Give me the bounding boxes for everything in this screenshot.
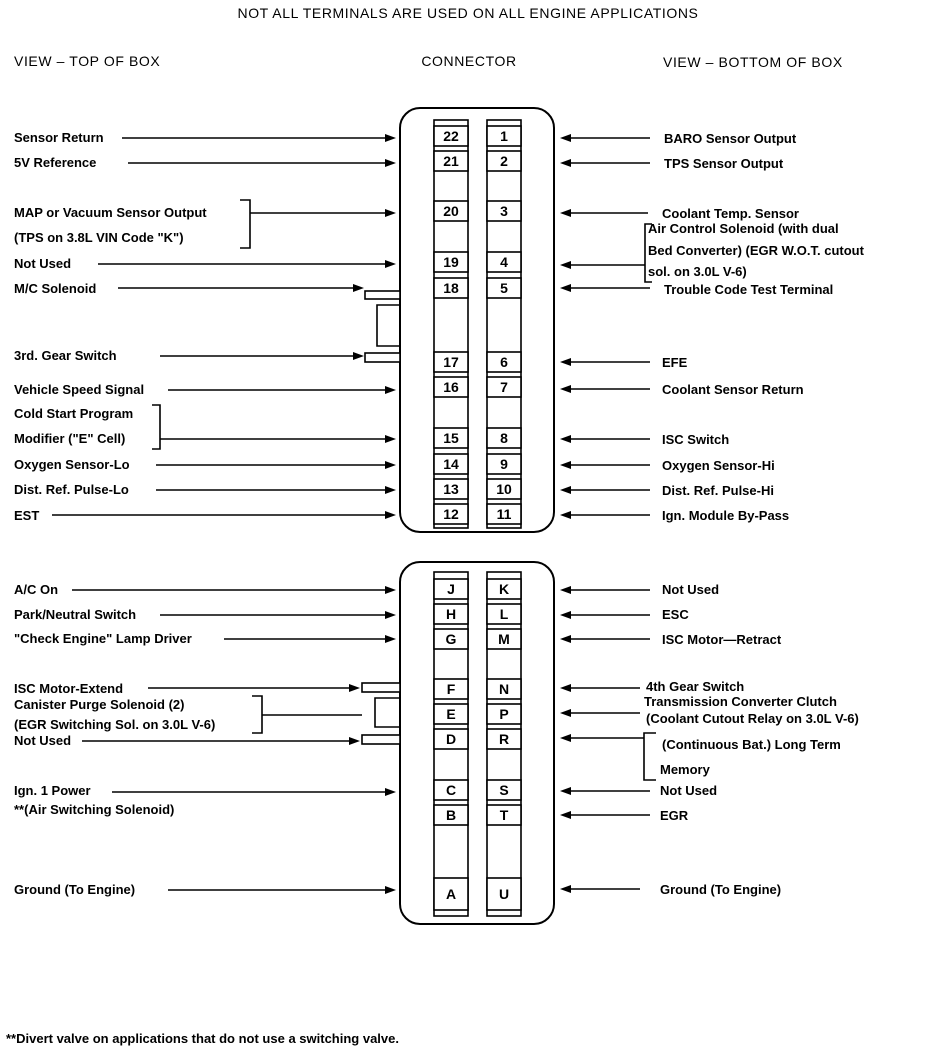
pin-2: 2 (500, 153, 508, 169)
label-ign-module-bypass: Ign. Module By-Pass (662, 508, 790, 523)
label-air-switching-solenoid: **(Air Switching Solenoid) (14, 802, 175, 817)
label-not-used-s: Not Used (660, 783, 718, 798)
label-air-control-solenoid: Air Control Solenoid (with dual (648, 221, 839, 236)
arrowhead (385, 260, 396, 268)
label-isc-motor-retract: ISC Motor—Retract (662, 632, 782, 647)
arrowhead (560, 159, 571, 167)
label-esc: ESC (662, 607, 689, 622)
connector-1 (365, 108, 554, 532)
pin-m: M (498, 631, 510, 647)
arrowhead (385, 586, 396, 594)
label-bracket (644, 733, 656, 780)
label-cold-start-program: Cold Start Program (14, 406, 134, 421)
label-continuous-bat-long-term: (Continuous Bat.) Long Term (662, 737, 841, 752)
label-egr: EGR (660, 808, 689, 823)
arrowhead (385, 134, 396, 142)
label-est: EST (14, 508, 40, 523)
label-not-used: Not Used (14, 256, 72, 271)
arrowhead (349, 684, 360, 692)
arrowhead (560, 358, 571, 366)
label-coolant-temp-sensor: Coolant Temp. Sensor (662, 206, 799, 221)
connector-2-body (400, 562, 554, 924)
label-isc-switch: ISC Switch (662, 432, 730, 447)
arrowhead (560, 461, 571, 469)
pin-d: D (445, 731, 457, 747)
label-ign-1-power: Ign. 1 Power (14, 783, 91, 798)
label-baro-sensor-output: BARO Sensor Output (664, 131, 797, 146)
label-modifier-e-cell: Modifier ("E" Cell) (14, 431, 126, 446)
pin-g: G (445, 631, 457, 647)
pin-5: 5 (500, 280, 508, 296)
label-oxygen-sensor-lo: Oxygen Sensor-Lo (14, 457, 130, 472)
label-map-sensor-output: MAP or Vacuum Sensor Output (14, 205, 207, 220)
label-not-used: Not Used (14, 733, 72, 748)
label-bracket (252, 696, 262, 733)
arrowhead (560, 635, 571, 643)
label-oxygen-sensor-hi: Oxygen Sensor-Hi (662, 458, 775, 473)
pin-17: 17 (443, 354, 459, 370)
connector-tab (365, 291, 400, 299)
pin-18: 18 (443, 280, 459, 296)
arrowhead (560, 811, 571, 819)
label-ground-to-engine-right: Ground (To Engine) (660, 882, 782, 897)
label-mc-solenoid: M/C Solenoid (14, 281, 97, 296)
footnote: **Divert valve on applications that do not use a switching valve. (6, 1031, 399, 1046)
pin-t: T (499, 807, 509, 823)
diagram-title: NOT ALL TERMINALS ARE USED ON ALL ENGINE APPLICATIONS (237, 5, 699, 21)
arrowhead (353, 284, 364, 292)
pin-7: 7 (500, 379, 508, 395)
pin-a: A (445, 886, 457, 902)
pin-12: 12 (443, 506, 459, 522)
pin-l: L (499, 606, 509, 622)
arrowhead (385, 788, 396, 796)
pin-14: 14 (443, 456, 459, 472)
arrowhead (560, 787, 571, 795)
arrowhead (385, 159, 396, 167)
label-3rd-gear-switch: 3rd. Gear Switch (14, 348, 117, 363)
label-check-engine-lamp: "Check Engine" Lamp Driver (14, 631, 192, 646)
label-sol-3-0l: sol. on 3.0L V-6) (648, 264, 747, 279)
label-5v-reference: 5V Reference (14, 155, 97, 170)
header-view-top: VIEW – TOP OF BOX (14, 53, 161, 69)
arrowhead (385, 461, 396, 469)
label-bed-converter: Bed Converter) (EGR W.O.T. cutout (648, 243, 864, 258)
pin-4: 4 (500, 254, 508, 270)
arrowhead (560, 611, 571, 619)
label-park-neutral-switch: Park/Neutral Switch (14, 607, 137, 622)
arrowhead (353, 352, 364, 360)
arrowhead (385, 486, 396, 494)
label-efe: EFE (662, 355, 688, 370)
label-isc-motor-extend: ISC Motor-Extend (14, 681, 124, 696)
label-egr-switching-sol: (EGR Switching Sol. on 3.0L V-6) (14, 717, 216, 732)
connector-tab (365, 353, 400, 362)
connector-2-left-labels (14, 582, 215, 897)
pin-15: 15 (443, 430, 459, 446)
connector-1-right-labels (648, 131, 865, 523)
arrowhead (349, 737, 360, 745)
arrowhead (560, 885, 571, 893)
label-bracket (152, 405, 160, 449)
pin-r: R (498, 731, 510, 747)
pin-1: 1 (500, 128, 508, 144)
pin-3: 3 (500, 203, 508, 219)
label-4th-gear-switch: 4th Gear Switch (646, 679, 745, 694)
label-ground-to-engine: Ground (To Engine) (14, 882, 136, 897)
label-dist-ref-pulse-hi: Dist. Ref. Pulse-Hi (662, 483, 774, 498)
arrowhead (560, 134, 571, 142)
label-ac-on: A/C On (14, 582, 59, 597)
arrowhead (560, 284, 571, 292)
pin-16: 16 (443, 379, 459, 395)
label-trouble-code-test: Trouble Code Test Terminal (664, 282, 834, 297)
arrowhead (385, 635, 396, 643)
label-tps-note: (TPS on 3.8L VIN Code "K") (14, 230, 184, 245)
pin-b: B (445, 807, 457, 823)
header-view-bottom: VIEW – BOTTOM OF BOX (663, 54, 843, 70)
connector-1-body (400, 108, 554, 532)
arrowhead (385, 386, 396, 394)
arrowhead (560, 684, 571, 692)
arrowhead (385, 886, 396, 894)
pin-j: J (447, 581, 455, 597)
pin-13: 13 (443, 481, 459, 497)
pin-19: 19 (443, 254, 459, 270)
arrowhead (385, 435, 396, 443)
pin-k: K (498, 581, 510, 597)
connector-2-right-labels (644, 582, 859, 897)
label-sensor-return: Sensor Return (14, 130, 104, 145)
label-bracket (240, 200, 250, 248)
pin-u: U (498, 886, 510, 902)
connector-2-right-leaders (560, 586, 656, 893)
arrowhead (560, 586, 571, 594)
pin-s: S (499, 782, 509, 798)
label-not-used-k: Not Used (662, 582, 720, 597)
label-vehicle-speed-signal: Vehicle Speed Signal (14, 382, 145, 397)
label-dist-ref-pulse-lo: Dist. Ref. Pulse-Lo (14, 482, 129, 497)
arrowhead (560, 709, 571, 717)
connector-1-left-labels (14, 130, 207, 523)
pin-20: 20 (443, 203, 459, 219)
label-tps-sensor-output: TPS Sensor Output (664, 156, 784, 171)
label-transmission-converter-clutch: Transmission Converter Clutch (644, 694, 837, 709)
pin-9: 9 (500, 456, 508, 472)
arrowhead (560, 734, 571, 742)
arrowhead (560, 261, 571, 269)
arrowhead (560, 486, 571, 494)
arrowhead (560, 435, 571, 443)
connector-1-right-leaders (560, 134, 652, 519)
pin-11: 11 (496, 506, 512, 522)
arrowhead (560, 385, 571, 393)
pin-p: P (499, 706, 509, 722)
connector-tab (362, 683, 400, 692)
pin-h: H (445, 606, 457, 622)
pin-n: N (498, 681, 510, 697)
pin-f: F (446, 681, 456, 697)
label-memory: Memory (660, 762, 710, 777)
pin-10: 10 (496, 481, 512, 497)
pin-c: C (445, 782, 457, 798)
label-canister-purge-solenoid: Canister Purge Solenoid (2) (14, 697, 185, 712)
arrowhead (385, 209, 396, 217)
arrowhead (560, 511, 571, 519)
connector-tab (362, 735, 400, 744)
pin-21: 21 (443, 153, 459, 169)
connector-tab-bracket (377, 305, 400, 346)
pin-6: 6 (500, 354, 508, 370)
pin-8: 8 (500, 430, 508, 446)
header-connector: CONNECTOR (421, 53, 517, 69)
arrowhead (385, 511, 396, 519)
arrowhead (385, 611, 396, 619)
pin-e: E (446, 706, 456, 722)
arrowhead (560, 209, 571, 217)
pin-22: 22 (443, 128, 459, 144)
label-coolant-cutout-relay: (Coolant Cutout Relay on 3.0L V-6) (646, 711, 859, 726)
label-coolant-sensor-return: Coolant Sensor Return (662, 382, 804, 397)
connector-tab-bracket (375, 698, 400, 727)
